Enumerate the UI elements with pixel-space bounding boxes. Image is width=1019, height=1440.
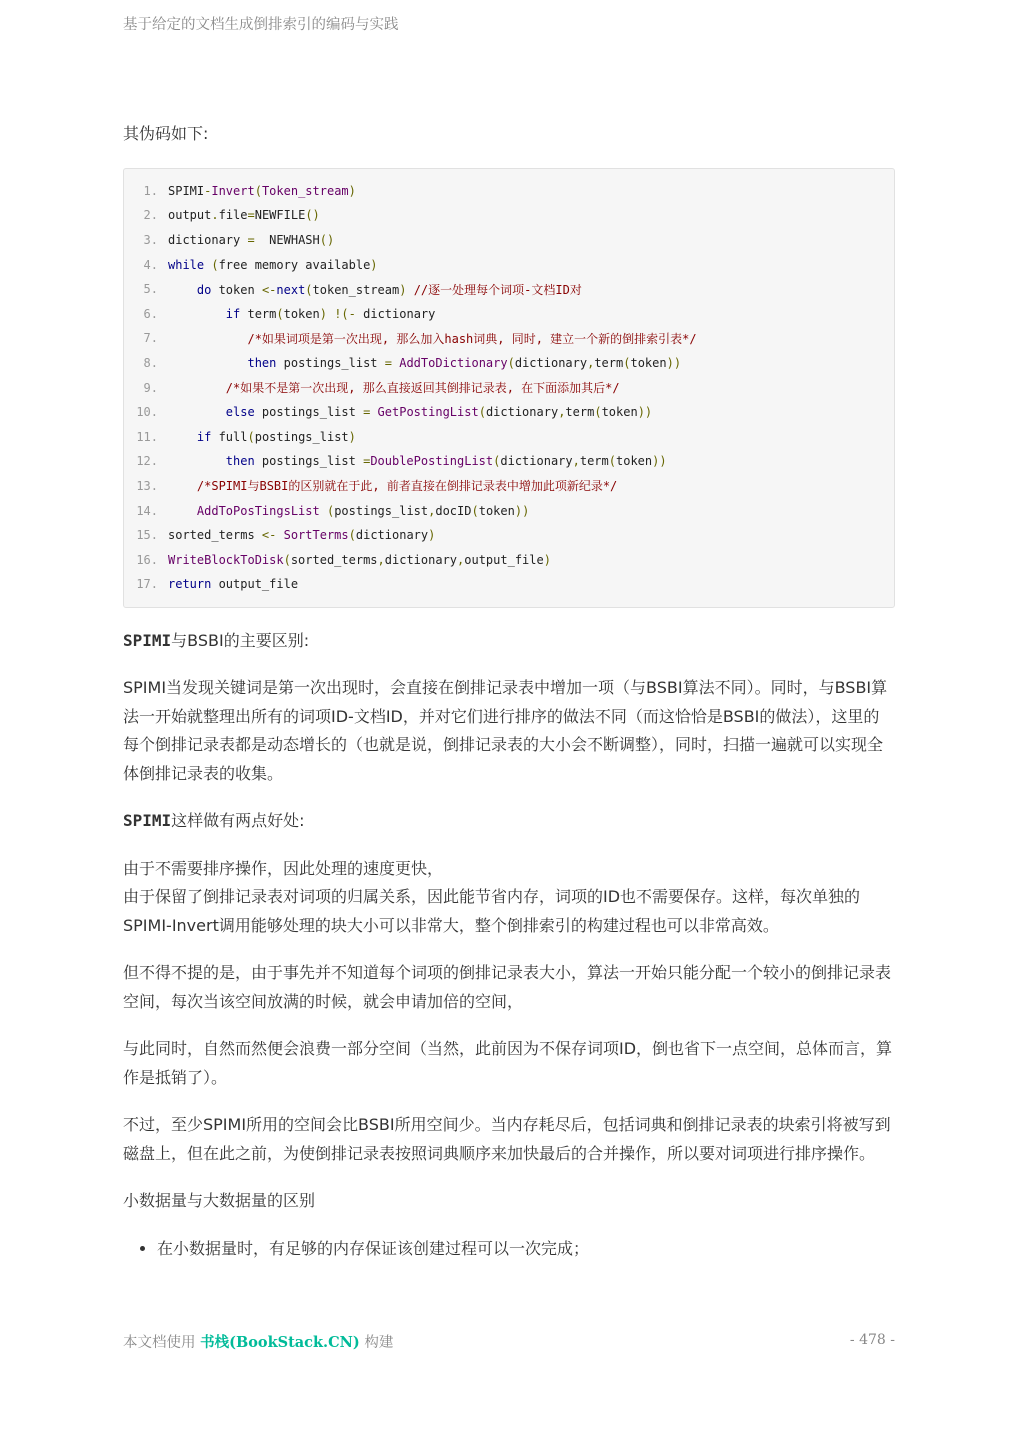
line-number: 8. [143, 355, 158, 370]
code-line [124, 572, 894, 597]
code-text: SPIMI-Invert(Token_stream) [168, 183, 356, 198]
code-text: /*如果词项是第一次出现, 那么加入hash词典, 同时, 建立一个新的倒排索引表*/ [247, 331, 697, 346]
code-line [124, 449, 894, 474]
code-text: then postings_list = AddToDictionary(dictionary,term(token)) [247, 355, 682, 370]
pseudocode-block[interactable] [123, 168, 895, 608]
however-paragraph: 不过，至少SPIMI所用的空间会比BSBI所用空间少。当内存耗尽后，包括词典和倒排记录表的块索引将被写到磁盘上，但在此之前，为使倒排记录表按照词典顺序来加快最后的合并操作，所以要对词项进行排序操作。 [123, 1115, 891, 1163]
code-text: dictionary = NEWHASH() [168, 232, 335, 247]
benefit-heading-strong: SPIMI [123, 811, 172, 831]
bullet-list [123, 1235, 895, 1263]
small-big-heading: 小数据量与大数据量的区别 [123, 1191, 316, 1211]
code-text: then postings_list =DoublePostingList(dictionary,term(token)) [225, 454, 667, 469]
page-number: - 478 - [849, 1332, 895, 1348]
code-line [124, 375, 894, 400]
code-text: AddToPosTingsList (postings_list,docID(token)) [196, 503, 530, 518]
line-number: 1. [143, 183, 158, 198]
line-number: 9. [143, 380, 158, 395]
footer-note [123, 1331, 393, 1352]
code-line [124, 277, 894, 302]
diff-paragraph: SPIMI当发现关键词是第一次出现时，会直接在倒排记录表中增加一项（与BSBI算法不同）。同时，与BSBI算法一开始就整理出所有的词项ID-文档ID，并对它们进行排序的做法不同（而这恰恰是BSBI的做法），这里的每个倒排记录表都是动态增长的（也就是说，倒排记录表的大小会不断调整），同时，扫描一遍就可以实现全体倒排记录表的收集。 [123, 678, 888, 783]
code-text: if full(postings_list) [196, 429, 356, 444]
benefit-heading-rest: 这样做有两点好处: [171, 811, 305, 831]
line-number: 5. [143, 282, 158, 297]
line-number: 13. [136, 478, 158, 493]
diff-heading-strong: SPIMI [123, 630, 172, 650]
code-text: WriteBlockToDisk(sorted_terms,dictionary,output_file) [168, 552, 551, 567]
code-text: output.file=NEWFILE() [168, 208, 320, 223]
line-number: 3. [143, 232, 158, 247]
code-text: else postings_list = GetPostingList(dictionary,term(token)) [225, 405, 653, 420]
code-line [124, 424, 894, 449]
code-text: /*SPIMI与BSBI的区别就在于此, 前者直接在倒排记录表中增加此项新纪录*/ [196, 479, 618, 494]
line-number: 17. [136, 577, 158, 592]
line-number: 10. [136, 405, 158, 420]
code-text: return output_file [168, 577, 299, 592]
code-text: do token <-next(token_stream) //逐一处理每个词项-文档ID对 [196, 282, 582, 297]
document-body [123, 120, 895, 1263]
code-line [124, 523, 894, 548]
footer-brand-link[interactable]: 书栈(BookStack.CN) [200, 1334, 360, 1351]
footer-prefix: 本文档使用 [123, 1335, 201, 1351]
code-line [124, 203, 894, 228]
line-number: 2. [143, 208, 158, 223]
code-line [124, 179, 894, 204]
code-text: while (free memory available) [168, 257, 378, 272]
code-line [124, 326, 894, 351]
code-line [124, 474, 894, 499]
code-text: /*如果不是第一次出现, 那么直接返回其倒排记录表, 在下面添加其后*/ [225, 381, 620, 396]
benefit-heading [123, 807, 895, 836]
diff-heading [123, 627, 895, 656]
diff-heading-rest: 与BSBI的主要区别: [171, 630, 310, 650]
line-number: 7. [143, 331, 158, 346]
code-line [124, 228, 894, 253]
meanwhile-paragraph: 与此同时，自然而然便会浪费一部分空间（当然，此前因为不保存词项ID，倒也省下一点空间，总体而言，算作是抵销了）。 [123, 1039, 893, 1087]
line-number: 15. [136, 528, 158, 543]
code-text: sorted_terms <- SortTerms(dictionary) [168, 528, 436, 543]
code-line [124, 301, 894, 326]
page-header-title: 基于给定的文档生成倒排索引的编码与实践 [123, 17, 399, 33]
line-number: 16. [136, 552, 158, 567]
footer-suffix: 构建 [359, 1335, 394, 1351]
intro-text: 其伪码如下: [123, 124, 209, 143]
but-paragraph: 但不得不提的是，由于事先并不知道每个词项的倒排记录表大小，算法一开始只能分配一个较小的倒排记录表空间，每次当该空间放满的时候，就会申请加倍的空间， [123, 963, 892, 1011]
code-line [124, 252, 894, 277]
line-number: 12. [136, 454, 158, 469]
line-number: 11. [136, 429, 158, 444]
benefit-line-2: 由于保留了倒排记录表对词项的归属关系，因此能节省内存，词项的ID也不需要保存。这样，每次单独的SPIMI-Invert调用能够处理的块大小可以非常大，整个倒排索引的构建过程也可以非常高效。 [123, 887, 861, 935]
benefit-paragraph [123, 855, 895, 941]
line-number: 6. [143, 306, 158, 321]
list-item: • 在小数据量时，有足够的内存保证该创建过程可以一次完成； [157, 1235, 895, 1263]
code-line [124, 547, 894, 572]
line-number: 14. [136, 503, 158, 518]
benefit-line-1: 由于不需要排序操作，因此处理的速度更快， [123, 858, 444, 878]
code-text: if term(token) !(- dictionary [225, 306, 436, 321]
code-line [124, 498, 894, 523]
code-line [124, 351, 894, 376]
line-number: 4. [143, 257, 158, 272]
code-line [124, 400, 894, 425]
